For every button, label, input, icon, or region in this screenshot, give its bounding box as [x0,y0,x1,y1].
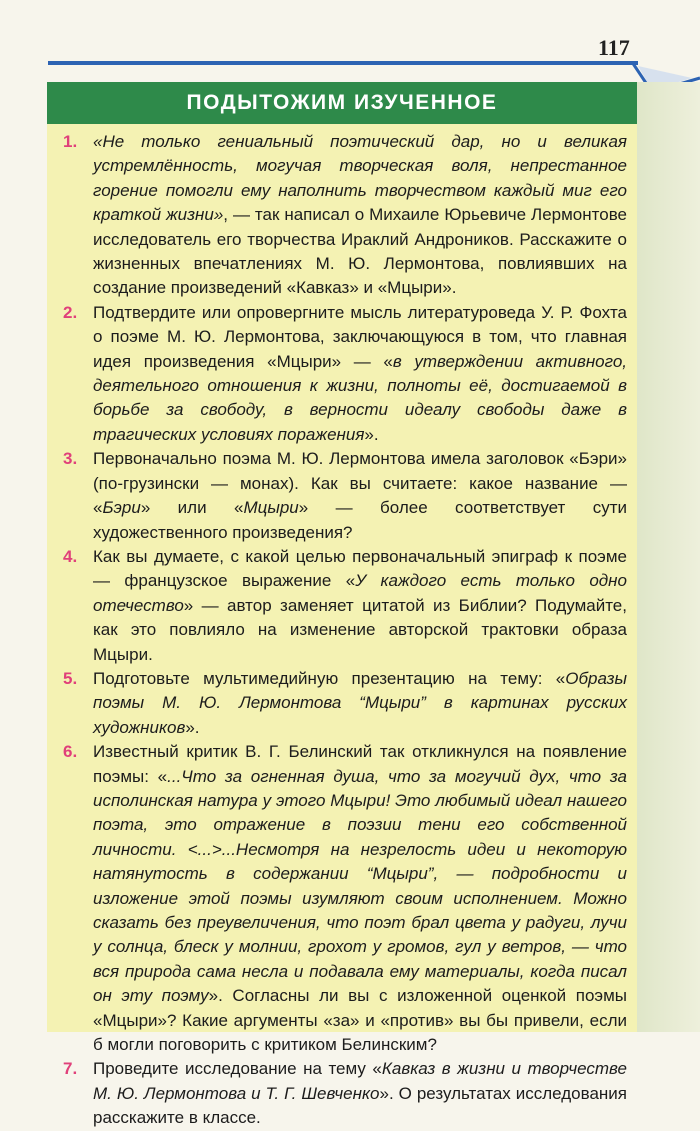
top-rule [48,61,638,65]
quoted-italic-text: У каждого есть только одно отечество [93,571,627,615]
question-number: 4. [63,546,78,566]
quoted-italic-text: Образы поэмы М. Ю. Лермонтова “Мцыри” в картинах русских художников [93,668,627,737]
quoted-italic-text: в утверждении активного, деятельного отношения к жизни, полноты её, достигаемой в борьбе за свободу, в верности идеалу свободы даже в трагических условиях поражения [93,351,627,444]
question-text-segment: Как вы думаете, с какой целью первоначальный эпиграф к поэме — французское выражение « [93,546,627,591]
quoted-italic-text: Бэри [102,498,141,518]
summary-panel [47,82,637,1128]
question-text-segment: Проведите исследование на тему « [93,1059,382,1079]
question-text [93,301,627,447]
question-text-segment: » или « [140,498,244,518]
question-item [47,1057,637,1130]
section-title: ПОДЫТОЖИМ ИЗУЧЕННОЕ [186,91,498,114]
page-margin-strip [637,82,700,1032]
question-number: 7. [63,1059,78,1079]
question-item [47,301,637,447]
question-item [47,667,637,740]
quoted-italic-text: Кавказ в жизни и творчестве М. Ю. Лермонтова и Т. Г. Шевченко [93,1059,627,1103]
quoted-italic-text: ...Что за огненная душа, что за могучий дух, что за исполинская натура у этого Мцыри! Это любимый идеал нашего поэта, это отражение в поэзии тени его собственной личности. <...>...Несмотря на незрелость идеи и некоторую натянутость в содержании “Мцыри”, — подробности и изложение этой поэмы изумляют своим исполнением. Можно сказать без преувеличения, что поэт брал цвета у радуги, лучи у солнца, блеск у молнии, грохот у громов, гул у ветров, — что вся природа сама несла и подавала ему материалы, когда писал он эту поэму [93,766,627,1006]
question-item [47,447,637,545]
section-header [47,82,637,124]
question-text [93,545,627,667]
page-number: 117 [598,35,630,60]
question-item [47,130,637,301]
question-number: 2. [63,302,78,322]
question-text-segment: , — так написал о Михаиле Юрьевиче Лермонтове исследователь его творчества Ираклий Андроников. Расскажите о жизненных впечатлениях М. Ю. Лермонтова, повлиявших на создание произведений «Кавказ» и «Мцыри». [93,205,627,298]
question-text-segment: Первоначально поэма М. Ю. Лермонтова имела заголовок «Бэри» (по-грузински — монах). Как вы считаете: какое название — « [93,449,627,518]
question-text-segment: ». Согласны ли вы с изложенной оценкой поэмы «Мцыри»? Какие аргументы «за» и «против» вы бы привели, если б могли поговорить с критиком Белинским? [93,986,627,1055]
question-number: 3. [63,449,78,469]
question-text [93,447,627,545]
question-text [93,667,627,740]
question-item [47,545,637,667]
question-number: 5. [63,668,78,688]
question-text-segment: ». [185,717,200,737]
question-text [93,740,627,1057]
question-number: 1. [63,132,78,151]
question-text [93,130,627,301]
question-list [47,130,637,1131]
quoted-italic-text: «Не только гениальный поэтический дар, но и великая устремлённость, могучая творческая воля, непрестанное горение помогли ему наполнить творчеством каждый миг его краткой жизни» [93,132,627,225]
question-text-segment: » — более соответствует сути художественного произведения? [93,498,627,542]
question-text [93,1057,627,1130]
question-text-segment: » — автор заменяет цитатой из Библии? Подумайте, как это повлияло на изменение авторской трактовки образа Мцыри. [93,595,627,664]
quoted-italic-text: Мцыри [243,498,299,518]
question-text-segment: Подтвердите или опровергните мысль литературоведа У. Р. Фохта о поэме М. Ю. Лермонтова, заключающуюся в том, что главная идея произведения «Мцыри» — « [93,302,627,371]
question-item [47,740,637,1057]
question-text-segment: Подготовьте мультимедийную презентацию на тему: « [93,668,566,688]
question-number: 6. [63,742,78,762]
question-text-segment: Известный критик В. Г. Белинский так откликнулся на появление поэмы: « [93,742,627,786]
question-text-segment: ». [364,424,379,444]
question-text-segment: ». О результатах исследования расскажите в классе. [93,1083,627,1128]
